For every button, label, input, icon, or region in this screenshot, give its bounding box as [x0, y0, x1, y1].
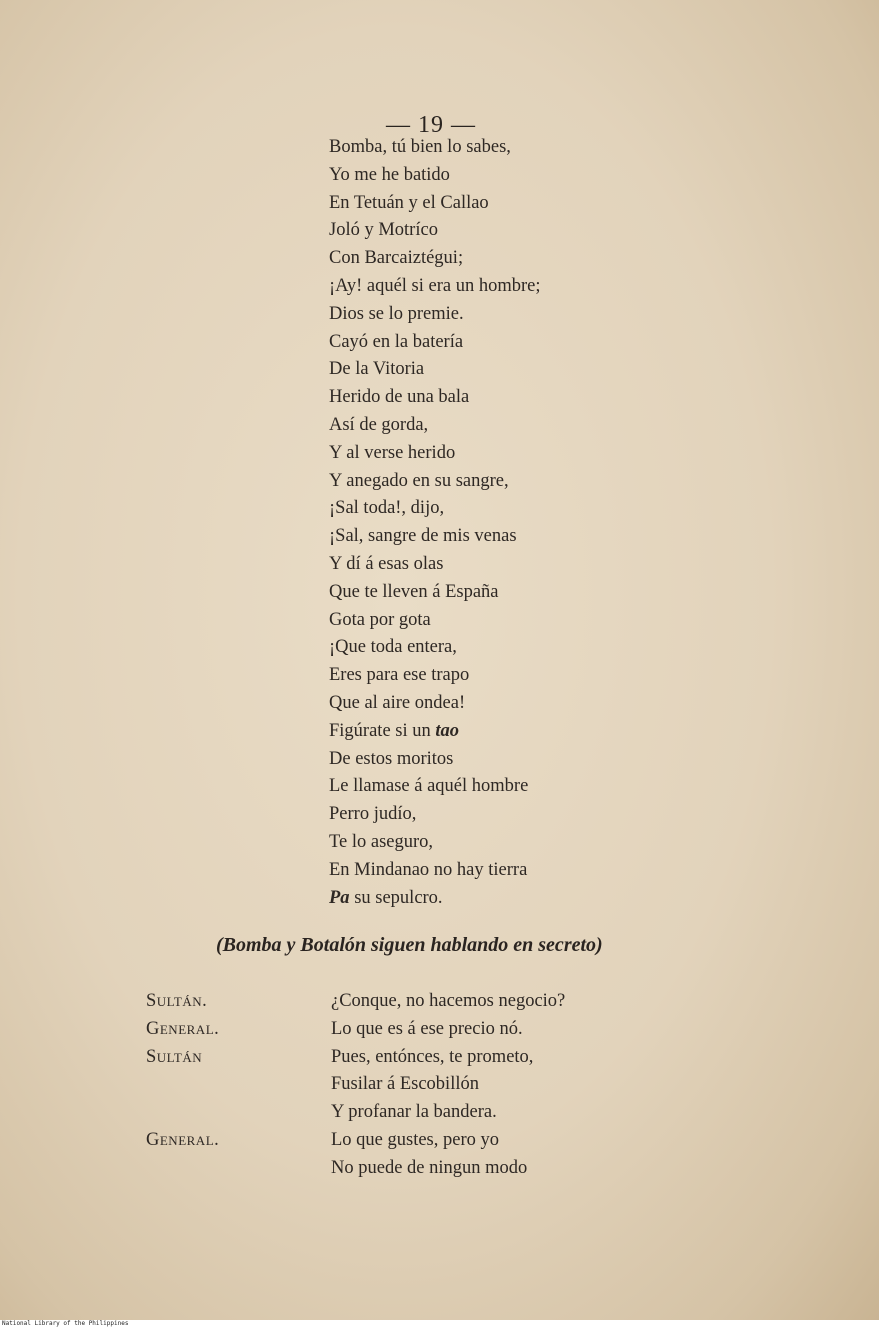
speaker-name: General.: [146, 1018, 220, 1039]
verse-italic-word: tao: [435, 720, 460, 741]
verse-text: Que te lleven á España: [329, 581, 499, 602]
verse-line: [329, 801, 541, 829]
speech-line: Y profanar la bandera.: [331, 1102, 497, 1123]
verse-text: De la Vitoria: [329, 359, 425, 380]
verse-line: [329, 885, 541, 913]
verse-text: ¡Ay! aquél si era un hombre;: [329, 275, 541, 296]
verse-line: [329, 634, 541, 662]
speech-line: ¿Conque, no hacemos negocio?: [331, 991, 566, 1011]
speaker-name: Sultán.: [146, 991, 208, 1011]
dialogue-row: [146, 1099, 565, 1127]
verse-text: ¡Sal toda!, dijo,: [329, 498, 445, 519]
verse-text: Herido de una bala: [329, 387, 470, 408]
speech-line: No puede de ningun modo: [331, 1157, 528, 1178]
dialogue-row: [146, 1071, 565, 1099]
verse-line: [329, 217, 541, 245]
verse-text: Así de gorda,: [329, 414, 429, 435]
speaker-name: [146, 1099, 331, 1127]
verse-line: [329, 245, 541, 273]
verse-text: Y al verse herido: [329, 442, 456, 463]
verse-text: ¡Que toda entera,: [329, 637, 457, 658]
verse-line: [329, 746, 541, 774]
speaker-name: [146, 1071, 331, 1099]
speech-line: Pues, entónces, te prometo,: [331, 1046, 534, 1067]
dialogue-row: [146, 1127, 565, 1155]
verse-line: [329, 857, 541, 885]
verse-text: Y dí á esas olas: [329, 553, 444, 574]
verse-line: [329, 273, 541, 301]
verse-line: [329, 579, 541, 607]
verse-text: ¡Sal, sangre de mis venas: [329, 526, 517, 547]
verse-line: [329, 384, 541, 412]
verse-line: [329, 718, 541, 746]
verse-text: De estos moritos: [329, 748, 454, 769]
verse-text: Gota por gota: [329, 609, 431, 630]
verse-line: [329, 301, 541, 329]
verse-text: Cayó en la batería: [329, 331, 464, 352]
verse-text: Le llamase á aquél hombre: [329, 776, 529, 797]
page-number: — 19 —: [386, 112, 476, 138]
verse-block: [329, 134, 541, 912]
stage-direction: (Bomba y Botalón siguen hablando en secreto): [216, 934, 603, 956]
verse-text: Con Barcaiztégui;: [329, 248, 464, 269]
verse-text: Figúrate si un: [329, 720, 436, 741]
speaker-name: General.: [146, 1129, 220, 1150]
verse-line: [329, 773, 541, 801]
verse-line: [329, 495, 541, 523]
speech-line: Lo que gustes, pero yo: [331, 1129, 500, 1150]
verse-text: Perro judío,: [329, 804, 417, 825]
verse-line: [329, 190, 541, 218]
verse-line: [329, 356, 541, 384]
speech-line: Lo que es á ese precio nó.: [331, 1018, 523, 1039]
dialogue-row: [146, 1155, 565, 1183]
verse-line: [329, 134, 541, 162]
verse-italic-word: Pa: [329, 887, 350, 908]
dialogue-row: [146, 1016, 565, 1044]
dialogue-row: [146, 988, 565, 1016]
verse-text: Bomba, tú bien lo sabes,: [329, 137, 511, 157]
verse-line: [329, 468, 541, 496]
verse-text: Yo me he batido: [329, 164, 450, 185]
verse-text: Que al aire ondea!: [329, 692, 466, 713]
dialogue-row: [146, 1044, 565, 1072]
verse-line: [329, 829, 541, 857]
verse-line: [329, 440, 541, 468]
verse-line: [329, 551, 541, 579]
verse-text: En Tetuán y el Callao: [329, 192, 489, 213]
verse-line: [329, 162, 541, 190]
verse-line: [329, 690, 541, 718]
verse-text: su sepulcro.: [349, 887, 443, 908]
verse-line: [329, 412, 541, 440]
verse-text: Joló y Motríco: [329, 220, 438, 241]
verse-line: [329, 523, 541, 551]
dialogue-block: [146, 988, 565, 1183]
verse-text: Te lo aseguro,: [329, 831, 434, 852]
speaker-name: [146, 1155, 331, 1183]
verse-text: Y anegado en su sangre,: [329, 470, 509, 491]
verse-line: [329, 329, 541, 357]
verse-text: Eres para ese trapo: [329, 665, 470, 686]
speech-line: Fusilar á Escobillón: [331, 1074, 479, 1095]
verse-line: [329, 607, 541, 635]
speaker-name: Sultán: [146, 1046, 203, 1067]
verse-line: [329, 662, 541, 690]
verse-text: En Mindanao no hay tierra: [329, 859, 528, 880]
library-credit: National Library of the Philippines: [0, 1320, 879, 1328]
verse-text: Dios se lo premie.: [329, 303, 464, 324]
